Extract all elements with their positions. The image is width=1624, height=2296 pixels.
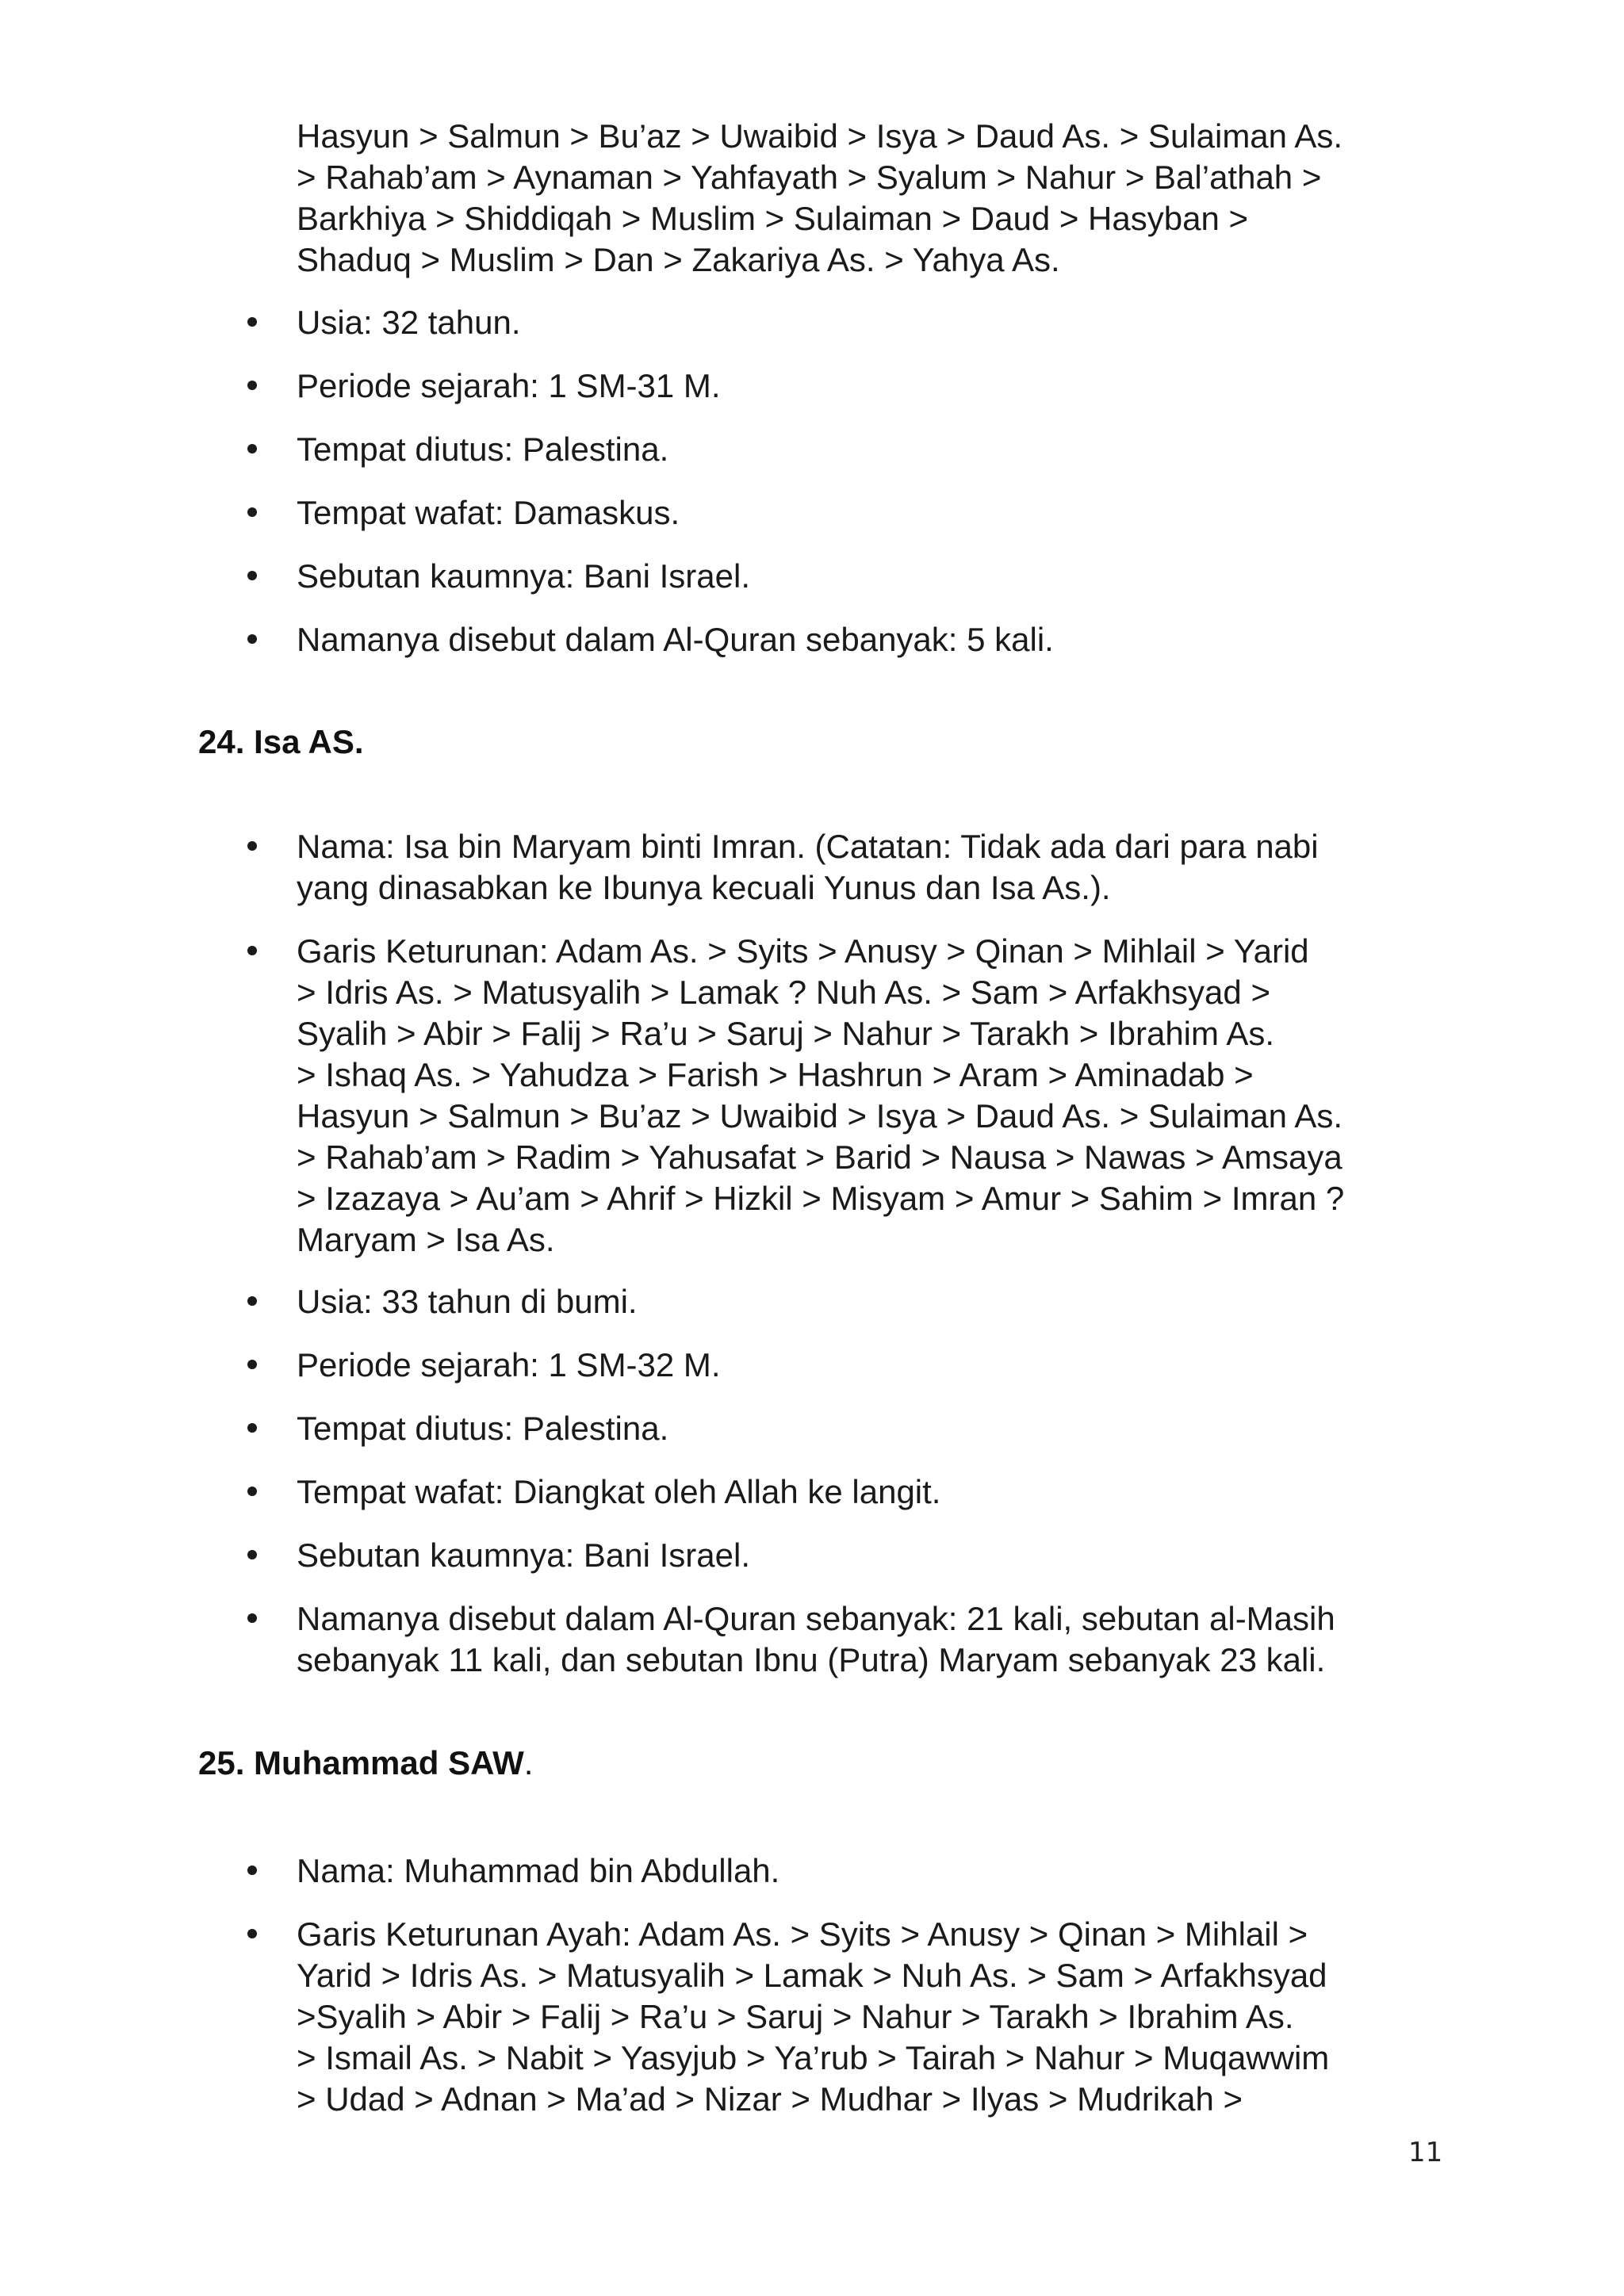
- isa-quran-mentions: Namanya disebut dalam Al-Quran sebanyak: 21 kali, sebutan al-Masih sebanyak 11 kali, dan sebutan Ibnu (Putra) Maryam sebanyak 23 kali.: [297, 1600, 1335, 1678]
- yahya-quran-mentions: Namanya disebut dalam Al-Quran sebanyak: 5 kali.: [297, 621, 1054, 658]
- bullet-icon: [247, 1360, 257, 1369]
- isa-period: Periode sejarah: 1 SM-32 M.: [297, 1346, 721, 1383]
- bullet-icon: [247, 507, 257, 517]
- isa-name: Nama: Isa bin Maryam binti Imran. (Catatan: Tidak ada dari para nabi yang dinasabkan ke Ibunya kecuali Yunus dan Isa As.).: [297, 828, 1319, 906]
- page-number: 11: [1408, 2137, 1443, 2168]
- yahya-period: Periode sejarah: 1 SM-31 M.: [297, 367, 721, 404]
- bullet-icon: [247, 381, 257, 390]
- isa-age: Usia: 33 tahun di bumi.: [297, 1283, 638, 1320]
- section-heading-muhammad: [198, 1743, 533, 1784]
- bullet-icon: [247, 1866, 257, 1875]
- bullet-icon: [247, 1929, 257, 1938]
- bullet-icon: [247, 634, 257, 644]
- isa-lineage: Garis Keturunan: Adam As. > Syits > Anusy > Qinan > Mihlail > Yarid > Idris As. > Matusyalih > Lamak ? Nuh As. > Sam > Arfakhsyad > Syalih > Abir > Falij > Ra’u > Saruj > Nahur > Tarakh > Ibrahim As. > Ishaq As. > Yahudza > Farish > Hashrun > Aram > Aminadab > Hasyun > Salmun > Bu’az > Uwaibid > Isya > Daud As. > Sulaiman As. > Rahab’am > Radim > Yahusafat > Barid > Nausa > Nawas > Amsaya > Izazaya > Au’am > Ahrif > Hizkil > Misyam > Amur > Sahim > Imran ? Maryam > Isa As.: [297, 932, 1345, 1258]
- bullet-icon: [247, 571, 257, 580]
- bullet-icon: [247, 317, 257, 327]
- yahya-age: Usia: 32 tahun.: [297, 304, 521, 341]
- isa-place-death: Tempat wafat: Diangkat oleh Allah ke langit.: [297, 1473, 941, 1510]
- bullet-icon: [247, 1296, 257, 1306]
- bullet-icon: [247, 946, 257, 955]
- section-heading-muhammad-title: 25. Muhammad SAW: [198, 1744, 524, 1781]
- section-heading-muhammad-period: .: [523, 1744, 534, 1781]
- bullet-icon: [247, 1550, 257, 1559]
- isa-place-sent: Tempat diutus: Palestina.: [297, 1410, 669, 1447]
- yahya-lineage-continuation: Hasyun > Salmun > Bu’az > Uwaibid > Isya > Daud As. > Sulaiman As. > Rahab’am > Aynaman > Yahfayath > Syalum > Nahur > Bal’athah > Barkhiya > Shiddiqah > Muslim > Sulaiman > Daud > Hasyban > Shaduq > Muslim > Dan > Zakariya As. > Yahya As.: [297, 117, 1343, 278]
- bullet-icon: [247, 841, 257, 851]
- yahya-people: Sebutan kaumnya: Bani Israel.: [297, 557, 751, 595]
- bullet-icon: [247, 1487, 257, 1496]
- section-heading-isa: 24. Isa AS.: [198, 723, 364, 760]
- bullet-icon: [247, 1613, 257, 1623]
- muhammad-name: Nama: Muhammad bin Abdullah.: [297, 1852, 780, 1889]
- isa-people: Sebutan kaumnya: Bani Israel.: [297, 1536, 751, 1574]
- muhammad-father-lineage: Garis Keturunan Ayah: Adam As. > Syits > Anusy > Qinan > Mihlail > Yarid > Idris As. > Matusyalih > Lamak > Nuh As. > Sam > Arfakhsyad >Syalih > Abir > Falij > Ra’u > Saruj > Nahur > Tarakh > Ibrahim As. > Ismail As. > Nabit > Yasyjub > Ya’rub > Tairah > Nahur > Muqawwim > Udad > Adnan > Ma’ad > Nizar > Mudhar > Ilyas > Mudrikah >: [297, 1915, 1330, 2118]
- bullet-icon: [247, 444, 257, 453]
- bullet-icon: [247, 1423, 257, 1433]
- yahya-place-death: Tempat wafat: Damaskus.: [297, 494, 680, 531]
- yahya-place-sent: Tempat diutus: Palestina.: [297, 430, 669, 468]
